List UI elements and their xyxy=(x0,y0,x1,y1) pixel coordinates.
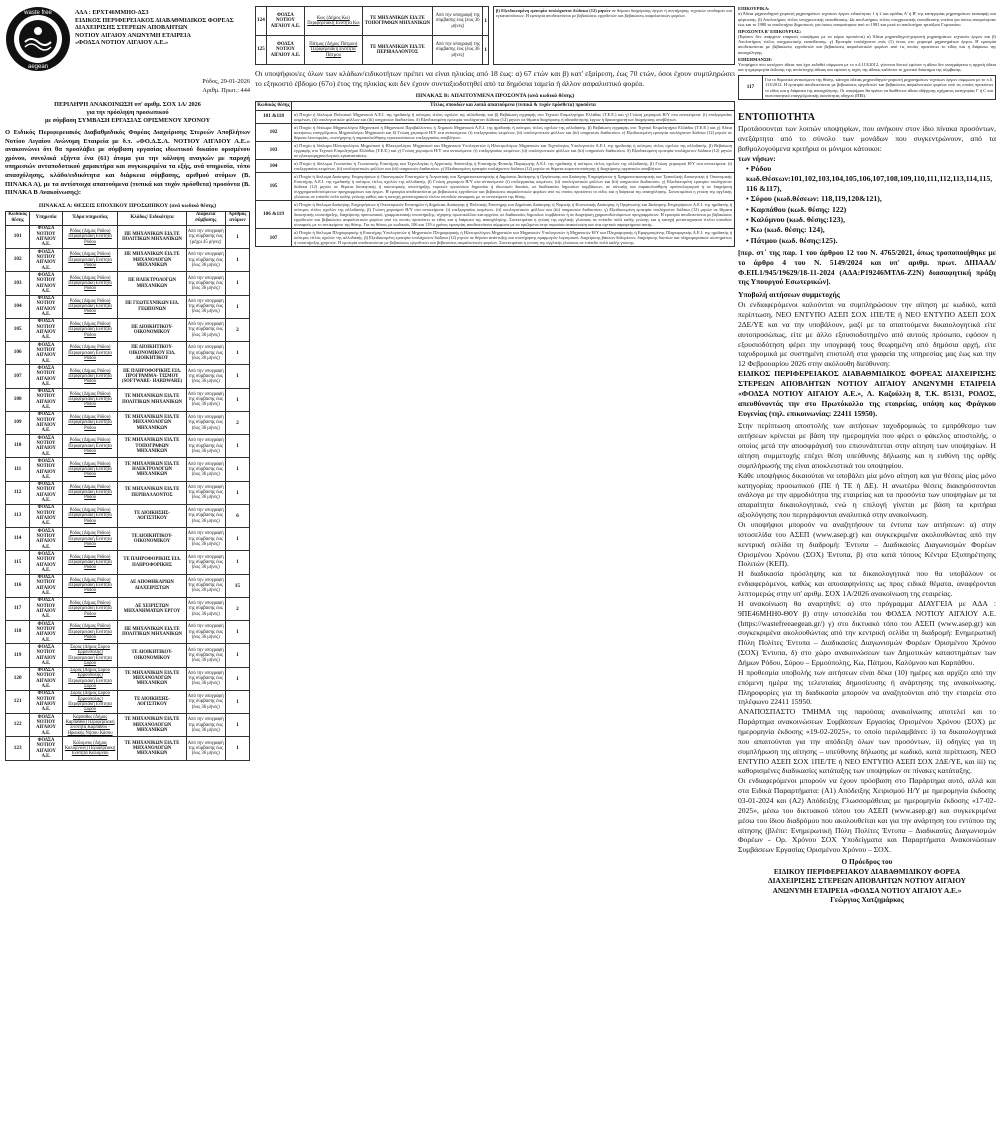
qualification-text: α) Πτυχίο ή δίπλωμα Πληροφορικής ή Επιστήμης Υπολογιστών ή Μηχανικών Πληροφορικής ή Ηλεκτρολόγων Μηχανικών και Μηχανικών Υπολογιστών ή Μηχανικών Η/Υ και Πληροφορικής ή Εφαρμοσμένης Πληροφορικής Α.Ε.Ι. της ημεδαπής ή ισότιμος τίτλος σχολών της αλλοδαπής. β) Εξειδικευμένη εμπειρία τουλάχιστον δώδεκα (12) μηνών σε θέματα ανάπτυξης και συντήρησης εφαρμογών λογισμικού, διαχείρισης βάσεων δεδομένων, διαχείρισης δικτύων και πληροφοριακών συστημάτων ή υποστήριξης χρηστών. Η εμπειρία αποδεικνύεται με βεβαιώσεις εργοδοτών και βεβαιώσεις ασφαλιστικών φορέων. Συνεκτιμάται η γνώση της αγγλικής γλώσσας σε επίπεδο πολύ καλής γνώσης. xyxy=(292,229,735,247)
header-org xyxy=(75,6,234,48)
cell-location: Σύρος (Δήμος Σύρου Ερμούπολης) Περιφερειακή Ενότητα Σύρου xyxy=(62,667,118,690)
qualification-text: α) Πτυχίο ή δίπλωμα Διοίκησης Επιχειρήσεων ή Οικονομικών Επιστημών ή Δημόσιας Διοίκησης ή Πολιτικής Επιστήμης και Δημόσιας Διοίκησης ή Νομικής ή Κοινωνικής Διοίκησης ή Οργάνωσης και Διοίκησης Επιχειρήσεων Α.Ε.Ι. της ημεδαπής ή ισότιμος τίτλος σχολών της αλλοδαπής. β) Γνώση χειρισμού Η/Υ στα αντικείμενα: (i) επεξεργασίας κειμένων, (ii) υπολογιστικών φύλλων και (iii) υπηρεσιών διαδικτύου. γ) Εξειδικευμένη εμπειρία τουλάχιστον δώδεκα (12) μηνών σε θέματα διοικητικής υποστήριξης, διαχείρισης προσωπικού, γραμματειακής υποστήριξης, τήρησης πρωτοκόλλου και αρχείου, σε διαδικασίες δημοσίων συμβάσεων ή σε διαχείριση χρηματοδοτούμενων προγραμμάτων. Η εμπειρία αποδεικνύεται με βεβαιώσεις εργοδοτών και βεβαιώσεις ασφαλιστικών φορέων από τις οποίες προκύπτει το είδος και η διάρκεια της απασχόλησης. Συνεκτιμάται η γνώση της αγγλικής γλώσσας σε επίπεδο πολύ καλής γνώσης και η κατοχή μεταπτυχιακού τίτλου σπουδών συναφούς με το αντικείμενο της θέσης. Για τις θέσεις με κωδικούς 106 και 119 ο χρόνος εμπειρίας αποδεικνύεται σύμφωνα με τα οριζόμενα στην παρούσα ανακοίνωση και στα σχετικά παραρτήματα αυτής. xyxy=(292,201,735,229)
cell-persons: 1 xyxy=(483,7,489,36)
cell-code: 109 xyxy=(6,411,30,434)
cell-persons: 1 xyxy=(225,528,249,551)
logo-top-text: waste free xyxy=(24,10,52,16)
cell-service: ΦΟΔΣΑ ΝΟΤΙΟΥ ΑΙΓΑΙΟΥ Α.Ε. xyxy=(30,644,62,667)
cell-duration: Από την υπογραφή της σύμβασης έως (έως 36 μήνες) xyxy=(186,574,225,597)
qualification-text: α) Πτυχίο ή δίπλωμα Ηλεκτρολόγου Μηχανικού ή Ηλεκτρολόγου Μηχανικού και Μηχανικού Υπολογιστών ή Ηλεκτρολόγων Μηχανικών και Τεχνολογίας Υπολογιστών Α.Ε.Ι. της ημεδαπής ή ισότιμος τίτλος σχολών της αλλοδαπής. β) Βεβαίωση εγγραφής στο Τεχνικό Επιμελητήριο Ελλάδας (Τ.Ε.Ε.) και γ) Γνώση χειρισμού Η/Υ στα αντικείμενα: (i) επεξεργασίας κειμένων, (ii) υπολογιστικών φύλλων και (iii) υπηρεσιών διαδικτύου. δ) Εξειδικευμένη εμπειρία τουλάχιστον δώδεκα (12) μηνών σε ηλεκτρομηχανολογικές εγκαταστάσεις. xyxy=(292,141,735,159)
cell-specialty: ΤΕ ΔΙΟΙΚΗΤΙΚΟΥ- ΟΙΚΟΝΟΜΙΚΟΥ xyxy=(118,528,186,551)
cell-code: 122 xyxy=(6,714,30,737)
signature-line-2: ΕΙΔΙΚΟΥ ΠΕΡΙΦΕΡΕΙΑΚΟΥ ΔΙΑΒΑΘΜΙΔΙΚΟΥ ΦΟΡΕΑ xyxy=(773,866,961,876)
table-a-col-2: Έδρα υπηρεσίας xyxy=(62,211,118,225)
cell-duration: Από την υπογραφή της σύμβασης έως (έως 36 μήνες) xyxy=(186,342,225,365)
cell-location: Σύρος (Δήμος Σύρου Ερμούπολης) Περιφερειακή Ενότητα Σύρου xyxy=(62,690,118,713)
qualification-text: β) Εξειδικευμένη εμπειρία τουλάχιστον δώδεκα (12) μηνών σε θέματα διαχείρισης έργων ή συντήρησης τεχνικών υποδομών και εγκαταστάσεων. Η εμπειρία αποδεικνύεται με βεβαιώσεις εργοδοτών και βεβαιώσεις ασφαλιστικών φορέων. xyxy=(494,7,735,65)
cell-duration: Από την υπογραφή της σύμβασης έως (έως 36 μήνες) xyxy=(186,249,225,272)
qualification-text: α) Πτυχίο ή δίπλωμα Πολιτικού Μηχανικού Α.Ε.Ι. της ημεδαπής ή ισότιμος τίτλος σχολών της αλλοδαπής και β) Βεβαίωση εγγραφής στο Τεχνικό Επιμελητήριο Ελλάδας (Τ.Ε.Ε.) και γ) Γνώση χειρισμού Η/Υ στα αντικείμενα: (i) επεξεργασίας κειμένων, (ii) υπολογιστικών φύλλων και (iii) υπηρεσιών διαδικτύου. δ) Εξειδικευμένη εμπειρία τουλάχιστον δώδεκα (12) μηνών σε θέματα διαχείρισης ή αδειοδότησης έργων ή δραστηριοτήτων διαχείρισης αποβλήτων. xyxy=(292,110,735,123)
cell-location: Ρόδος (Δήμος Ρόδου) Περιφερειακή Ενότητα Ρόδου xyxy=(62,272,118,295)
position-code: 106 &119 xyxy=(256,201,292,229)
island-item: • Κω (κωδ. θέσης: 124), xyxy=(746,225,825,235)
qualification-text: α) Πτυχίο ή δίπλωμα Διοίκησης Επιχειρήσεων ή Οικονομικών Επιστημών ή Λογιστικής και Χρηματοοικονομικής ή Δημόσιας Διοίκησης ή Οργάνωσης και Διοίκησης Επιχειρήσεων ή Χρηματοοικονομικής και Τραπεζικής Διοικητικής ή Οικονομικής Επιστήμης Α.Ε.Ι. της ημεδαπής ή ισότιμος τίτλος σχολών της αλλοδαπής. β) Γνώση χειρισμού Η/Υ στα αντικείμενα: (i) επεξεργασίας κειμένων, (ii) υπολογιστικών φύλλων και (iii) υπηρεσιών διαδικτύου. γ) Εξειδικευμένη εμπειρία τουλάχιστον δώδεκα (12) μηνών σε θέματα διοικητικής ή οικονομικής υποστήριξης νομικών προσώπων δημοσίου ή ιδιωτικού δικαίου, σε διαδικασίες δημοσίων συμβάσεων, σε σύνταξη και παρακολούθηση προϋπολογισμού ή σε διαχείριση συγχρηματοδοτούμενων προγραμμάτων και έργων. Η εμπειρία αποδεικνύεται με βεβαιώσεις εργοδοτών και βεβαιώσεις ασφαλιστικών φορέων από τις οποίες προκύπτει το είδος και η διάρκεια της απασχόλησης. Συνεκτιμάται η γνώση της αγγλικής γλώσσας σε επίπεδο πολύ καλής γνώσης καθώς και η κατοχή μεταπτυχιακού τίτλου σπουδών συναφούς με το αντικείμενο της θέσης. xyxy=(292,172,735,200)
table-row xyxy=(6,481,250,504)
table-row xyxy=(6,411,250,434)
cell-code: 120 xyxy=(6,667,30,690)
cell-location: Ρόδος (Δήμος Ρόδου) Περιφερειακή Ενότητα Ρόδου xyxy=(62,249,118,272)
cell-specialty: ΤΕ ΔΙΟΙΚΗΤΙΚΟΥ- ΟΙΚΟΝΟΜΙΚΟΥ xyxy=(118,644,186,667)
cell-specialty: ΠΕ ΔΙΟΙΚΗΤΙΚΟΥ- ΟΙΚΟΝΟΜΙΚΟΥ xyxy=(118,318,186,341)
cell-specialty: ΤΕ ΜΗΧΑΝΙΚΩΝ ΕΙΔ.ΤΕ ΤΟΠΟΓΡΑΦΩΝ ΜΗΧΑΝΙΚΩΝ xyxy=(118,435,186,458)
cell-location: Ρόδος (Δήμος Ρόδου) Περιφερειακή Ενότητα Ρόδου xyxy=(62,481,118,504)
cell-duration: Από την υπογραφή της σύμβασης έως (έως 36 μήνες) xyxy=(186,365,225,388)
position-code: 107 xyxy=(256,229,292,247)
b-epikouria-heading: ΠΡΟΣΟΝΤΑ Β' ΕΠΙΚΟΥΡΙΑΣ: xyxy=(738,28,802,34)
cell-duration: Από την υπογραφή της σύμβασης έως (έως 36 μήνες) xyxy=(186,551,225,574)
cell-specialty: ΤΕ ΔΙΟΙΚΗΣΗΣ- ΛΟΓΙΣΤΙΚΟΥ xyxy=(118,690,186,713)
left-column xyxy=(5,6,250,1141)
b-epikouria-text: (Εφόσον δεν υπάρχουν επαρκείς υποψήφιοι με τα κύρια προσόντα) α) Άδεια μηχανοδηγού-χειριστή μηχανημάτων τεχνικών έργων και β) Απολυτήριος τίτλος υποχρεωτικής εκπαίδευσης. γ) Εμπειρία τουλάχιστον ενός (1) έτους στο χειρισμό μηχανημάτων έργου. Η εμπειρία αποδεικνύεται με βεβαιώσεις εργοδοτών και βεβαιώσεις ασφαλιστικών φορέων από τις οποίες προκύπτει το είδος και η διάρκεια της απασχόλησης. xyxy=(738,34,996,55)
cell-persons: 1 xyxy=(225,388,249,411)
cell-persons: 1 xyxy=(225,458,249,481)
cell-code: 107 xyxy=(6,365,30,388)
cell-persons: 2 xyxy=(225,411,249,434)
cell-persons: 1 xyxy=(225,644,249,667)
cell-persons: 1 xyxy=(225,365,249,388)
cell-service: ΦΟΔΣΑ ΝΟΤΙΟΥ ΑΙΓΑΙΟΥ Α.Ε. xyxy=(30,574,62,597)
cell-location: Ρόδος (Δήμος Ρόδου) Περιφερειακή Ενότητα Ρόδου xyxy=(62,225,118,248)
cell-duration: Από την υπογραφή της σύμβασης έως (έως 36 μήνες) xyxy=(186,644,225,667)
cell-duration: Από την υπογραφή της σύμβασης έως (έως 36 μήνες) xyxy=(186,411,225,434)
table-row xyxy=(6,574,250,597)
submission-heading: Υποβολή αιτήσεων συμμετοχής xyxy=(738,290,840,300)
cell-service: ΦΟΔΣΑ ΝΟΤΙΟΥ ΑΙΓΑΙΟΥ Α.Ε. xyxy=(30,272,62,295)
cell-specialty: ΤΕ ΔΙΟΙΚΗΣΗΣ- ΛΟΓΙΣΤΙΚΟΥ xyxy=(118,504,186,527)
cell-specialty: ΤΕ ΜΗΧΑΝΙΚΩΝ ΕΙΔ.ΤΕ ΠΕΡΙΒΑΛΛΟΝΤΟΣ xyxy=(118,481,186,504)
entopiotita-heading: ΕΝΤΟΠΙΟΤΗΤΑ xyxy=(738,111,816,123)
cell-duration: Από την υπογραφή της σύμβασης έως (έως 36 μήνες) xyxy=(186,388,225,411)
cell-persons: 1 xyxy=(225,714,249,737)
cell-persons: 1 xyxy=(225,342,249,365)
position-code: 104 xyxy=(256,159,292,172)
table-a-col-3: Κλάδος/ Ειδικότητα xyxy=(118,211,186,225)
table-a-header xyxy=(6,211,250,225)
cell-duration: Από την υπογραφή της σύμβασης έως (έως 36 μήνες) xyxy=(186,272,225,295)
cell-location: Κάλυμνος (Δήμος Καλυμνίων) Περιφερειακή Ενότητα Καλύμνου xyxy=(62,737,118,760)
cell-duration: Από την υπογραφή της σύμβασης έως (έως 36 μήνες) xyxy=(433,7,483,36)
table-row xyxy=(6,342,250,365)
announcement-title xyxy=(5,101,250,125)
cell-duration: Από την υπογραφή της σύμβασης έως (έως 36 μήνες) xyxy=(186,737,225,760)
cell-persons: 1 xyxy=(225,737,249,760)
cell-service: ΦΟΔΣΑ ΝΟΤΙΟΥ ΑΙΓΑΙΟΥ Α.Ε. xyxy=(30,551,62,574)
position-text: Για το θεματικό αντικείμενο της θέσης, κάτοχοι άδειας μηχανοδηγού-χειριστή μηχανημάτων τεχνικών έργων σύμφωνα με το π.δ. 113/2012. Η εμπειρία αποδεικνύεται με βεβαιώσεις εργοδοτών και βεβαιώσεις ασφαλιστικών φορέων από τις οποίες προκύπτει το είδος και η διάρκεια της απασχόλησης. Οι υποψήφιοι θα πρέπει να διαθέτουν άδεια οδήγησης οχήματος κατηγορίας Γ ή C και πιστοποιητικό επαγγελματικής ικανότητας οδηγού (ΠΕΙ). xyxy=(765,77,993,98)
island-item: • Ρόδου xyxy=(746,163,772,173)
cell-service: ΦΟΔΣΑ ΝΟΤΙΟΥ ΑΙΓΑΙΟΥ Α.Ε. xyxy=(30,737,62,760)
title-line-1: ΠΕΡΙΛΗΨΗ ΑΝΑΚΟΙΝΩΣΗ υπ' αριθμ. ΣΟΧ 1Α/ 2026 xyxy=(54,101,201,108)
cell-service: ΦΟΔΣΑ ΝΟΤΙΟΥ ΑΙΓΑΙΟΥ Α.Ε. xyxy=(30,388,62,411)
table-b-right-top xyxy=(493,6,735,65)
cell-location: Ρόδος (Δήμος Ρόδου) Περιφερειακή Ενότητα Ρόδου xyxy=(62,388,118,411)
island-item: • Καρπάθου (κωδ. θέσης: 122) xyxy=(746,204,847,214)
cell-service: ΦΟΔΣΑ ΝΟΤΙΟΥ ΑΙΓΑΙΟΥ Α.Ε. xyxy=(30,435,62,458)
cell-location: Ρόδος (Δήμος Ρόδου) Περιφερειακή Ενότητα Ρόδου xyxy=(62,295,118,318)
cell-code: 105 xyxy=(6,318,30,341)
col-code: Κωδικός θέσης xyxy=(256,102,292,110)
epikouria-block xyxy=(738,6,996,72)
position-code: 101 &118 xyxy=(256,110,292,123)
right-column xyxy=(738,6,996,1141)
table-row xyxy=(6,597,250,620)
signatory-name: Γεώργιος Χατζημάρκος xyxy=(830,895,904,905)
table-row xyxy=(256,123,735,141)
cell-specialty: ΠΕ ΗΛΕΚΤΡΟΛΟΓΩΝ ΜΗΧΑΝΙΚΩΝ xyxy=(118,272,186,295)
cell-specialty: ΔΕ ΑΠΟΘΗΚΑΡΙΩΝ ΔΙΑΧΕΙΡΙΣΤΩΝ xyxy=(118,574,186,597)
cell-location: Ρόδος (Δήμος Ρόδου) Περιφερειακή Ενότητα Ρόδου xyxy=(62,435,118,458)
cell-persons: 1 xyxy=(483,36,489,65)
middle-column xyxy=(255,6,735,1141)
cell-code: 110 xyxy=(6,435,30,458)
island-item: • Πάτμου (κωδ. θέσης:125). xyxy=(746,235,838,245)
doc-date: Ρόδος, 29-01-2026 xyxy=(202,78,250,85)
entopiotita-text: Προτάσσονται των λοιπών υποψηφίων, που ανήκουν στον ίδιο πίνακα προσόντων, ανεξάρτητα από το σύνολο των μονάδων που συγκεντρώνουν, από τα βαθμολογούμενα κριτήρια οι μόνιμοι κάτοικοι: xyxy=(738,124,996,153)
cell-duration: Από την υπογραφή της σύμβασης έως (έως 36 μήνες) xyxy=(186,481,225,504)
header xyxy=(5,6,250,72)
cell-specialty: ΠΕ ΜΗΧΑΝΙΚΩΝ ΕΙΔ.ΤΕ ΠΟΛΙΤΙΚΩΝ ΜΗΧΑΝΙΚΩΝ xyxy=(118,225,186,248)
table-a-col-0: Κωδικός θέσης xyxy=(6,211,30,225)
cell-service: ΦΟΔΣΑ ΝΟΤΙΟΥ ΑΙΓΑΙΟΥ Α.Ε. xyxy=(266,36,304,65)
cell-code: 115 xyxy=(6,551,30,574)
org-line-1: ΕΙΔΙΚΟΣ ΠΕΡΙΦΕΡΕΙΑΚΟΣ ΔΙΑΒΑΘΜΙΔΙΚΟΣ ΦΟΡΕΑΣ xyxy=(75,17,234,24)
island-item: • Σύρου (κωδ.θέσεων: 118,119,120&121), xyxy=(746,194,882,204)
cell-location: Ρόδος (Δήμος Ρόδου) Περιφερειακή Ενότητα Ρόδου xyxy=(62,365,118,388)
table-row xyxy=(256,229,735,247)
note-text: Υποψήφιοι που κατέχουν άδεια που έχει εκδοθεί σύμφωνα με το π.δ.113/2012, γίνονται δεκτοί εφόσον η άδεια δεν αναγράφεται η αρχική άδεια και η ημερομηνία έκδοσης της αντίστοιχης άδειας και εφόσον η ισχύς της άδειας καλύπτει το χρονικό διάστημα της σύμβασης. xyxy=(738,62,996,73)
cell-code: 104 xyxy=(6,295,30,318)
cell-persons: 1 xyxy=(225,249,249,272)
postal-text: Στην περίπτωση αποστολής των αιτήσεων ταχυδρομικώς το εμπρόθεσμο των αιτήσεων κρίνεται με βάση την ημερομηνία που φέρει ο φάκελος αποστολής, ο οποίος μετά την αποσφράγισή του επισυνάπτεται στην αίτηση των υποψηφίων. Η αίτηση συμμετοχής επέχει θέση υπεύθυνης δήλωσης και η ευθύνη της ορθής συμπλήρωσής της είναι αποκλειστικά του υποψηφίου. xyxy=(738,421,996,470)
position-code: 102 xyxy=(256,123,292,141)
table-row xyxy=(6,458,250,481)
signature-line-4: ΑΝΩΝΥΜΗ ΕΤΑΙΡΕΙΑ «ΦΟΔΣΑ ΝΟΤΙΟΥ ΑΙΓΑΙΟΥ Α.Ε.» xyxy=(772,885,962,895)
table-row xyxy=(6,504,250,527)
cell-code: 118 xyxy=(6,621,30,644)
table-row xyxy=(494,7,735,65)
age-paragraph: Οι υποψήφιοι/ες όλων των κλάδων/ειδικοτήτων πρέπει να είναι ηλικίας από 18 έως: α) 67 ετών και β) κατ' εξαίρεση, έως 70 ετών, όσοι έχουν συμπληρώσει το εξηκοστό έβδομο (67ο) έτος της ηλικίας και δεν έχουν συνταξιοδοτηθεί από τα δημόσια ταμεία ή άλλον ασφαλιστικό φορέα. xyxy=(255,69,735,88)
table-row xyxy=(6,249,250,272)
cell-service: ΦΟΔΣΑ ΝΟΤΙΟΥ ΑΙΓΑΙΟΥ Α.Ε. xyxy=(30,225,62,248)
table-row xyxy=(256,36,489,65)
island-item: • Καλύμνου (κωδ. θέσης:123), xyxy=(746,214,846,224)
table-row xyxy=(6,528,250,551)
ada-line: ΑΔΑ : ΕΡΧΤ46ΜΜΗΟ-ΔΣ3 xyxy=(75,10,149,16)
cell-service: ΦΟΔΣΑ ΝΟΤΙΟΥ ΑΙΓΑΙΟΥ Α.Ε. xyxy=(30,249,62,272)
cell-persons: 1 xyxy=(225,272,249,295)
position-117-box xyxy=(738,75,996,100)
table-row xyxy=(6,551,250,574)
cell-location: Ρόδος (Δήμος Ρόδου) Περιφερειακή Ενότητα Ρόδου xyxy=(62,318,118,341)
position-code: 105 xyxy=(256,172,292,200)
logo-bottom-text: aegean xyxy=(27,64,49,70)
cell-specialty: ΔΕ ΧΕΙΡΙΣΤΩΝ ΜΗΧΑΝΗΜΑΤΩΝ ΕΡΓΟΥ xyxy=(118,597,186,620)
cell-specialty: ΤΕ ΜΗΧΑΝΙΚΩΝ ΕΙΔ.ΤΕ ΗΛΕΚΤΡΟΛΟΓΩΝ ΜΗΧΑΝΙΚΩΝ xyxy=(118,458,186,481)
table-row xyxy=(6,714,250,737)
forms-text: Οι υποψήφιοι μπορούν να αναζητήσουν τα έντυπα των αιτήσεων: α) στην ιστοσελίδα του ΑΣΕΠ (www.asep.gr) και συγκεκριμένα ακολουθώντας από την κεντρική σελίδα τη διαδρομή: Έντυπα – Διαδικασίες Διαγωνισμών Φορέων Ορισμένου Χρόνου (ΣΟΧ) Έντυπα, β) στα κατά τόπους Κέντρα Εξυπηρέτησης Πολιτών (ΚΕΠ). xyxy=(738,519,996,569)
islands-list xyxy=(738,164,996,246)
cell-service: ΦΟΔΣΑ ΝΟΤΙΟΥ ΑΙΓΑΙΟΥ Α.Ε. xyxy=(30,690,62,713)
cell-persons: 15 xyxy=(225,574,249,597)
table-b xyxy=(255,101,735,247)
cell-duration: Από την υπογραφή της σύμβασης έως (έως 36 μήνες) xyxy=(186,621,225,644)
cell-location: Ρόδος (Δήμος Ρόδου) Περιφερειακή Ενότητα Ρόδου xyxy=(62,342,118,365)
qualification-text: α) Πτυχίο ή δίπλωμα Γεωπονίας ή Γεωπονικής Επιστήμης και Τεχνολογίας ή Αγροτικής Ανάπτυξης ή Επιστήμης Φυτικής Παραγωγής Α.Ε.Ι. της ημεδαπής ή ισότιμος τίτλος σχολών της αλλοδαπής. β) Γνώση χειρισμού Η/Υ στα αντικείμενα: (i) επεξεργασίας κειμένων, (ii) υπολογιστικών φύλλων και (iii) υπηρεσιών διαδικτύου. γ) Εξειδικευμένη εμπειρία τουλάχιστον δώδεκα (12) μηνών σε θέματα κομποστοποίησης ή διαχείρισης οργανικών αποβλήτων. xyxy=(292,159,735,172)
table-row xyxy=(6,388,250,411)
cell-code: 114 xyxy=(6,528,30,551)
cell-code: 119 xyxy=(6,644,30,667)
cell-location: Ρόδος (Δήμος Ρόδου) Περιφερειακή Ενότητα Ρόδου xyxy=(62,458,118,481)
cell-code: 101 xyxy=(6,225,30,248)
waste-free-aegean-logo xyxy=(5,6,71,72)
cell-duration: Από την υπογραφή της σύμβασης έως (μέχρι 45 μήνες) xyxy=(186,225,225,248)
cell-service: ΦΟΔΣΑ ΝΟΤΙΟΥ ΑΙΓΑΙΟΥ Α.Ε. xyxy=(30,481,62,504)
cell-persons: 1 xyxy=(225,667,249,690)
table-row xyxy=(256,141,735,159)
cell-code: 102 xyxy=(6,249,30,272)
cell-specialty: ΠΕ ΜΗΧΑΝΙΚΩΝ ΕΙΔ.ΤΕ ΜΗΧΑΝΟΛΟΓΩΝ ΜΗΧΑΝΙΚΩΝ xyxy=(118,249,186,272)
cell-code: 103 xyxy=(6,272,30,295)
table-row xyxy=(6,295,250,318)
cell-code: 117 xyxy=(6,597,30,620)
cell-specialty: ΤΕ ΜΗΧΑΝΙΚΩΝ ΕΙΔ.ΤΕ ΜΗΧΑΝΟΛΟΓΩΝ ΜΗΧΑΝΙΚΩΝ xyxy=(118,737,186,760)
cell-location: Ρόδος (Δήμος Ρόδου) Περιφερειακή Ενότητα Ρόδου xyxy=(62,621,118,644)
cell-duration: Από την υπογραφή της σύμβασης έως (έως 36 μήνες) xyxy=(186,295,225,318)
one-application-text: Κάθε υποψήφιος δικαιούται να υποβάλει μία μόνο αίτηση και για θέσεις μίας μόνο κατηγορίας προσωπικού (ΠΕ ή ΤΕ ή ΔΕ). Η ανωτέρω θέσεις διακηρύσσονται ανάλογα με την αρμοδιότητα της εταιρείας και τα προσόντα των υποψηφίων με τα απαραίτητα δικαιολογητικά, ενώ η επιλογή γίνεται με βάση τα κριτήρια αξιολόγησης που περιγράφονται αναλυτικά στην ανακοίνωση. xyxy=(738,470,996,520)
cell-location: Ρόδος (Δήμος Ρόδου) Περιφερειακή Ενότητα Ρόδου xyxy=(62,551,118,574)
cell-code: 113 xyxy=(6,504,30,527)
islands-label: των νήσων: xyxy=(738,153,776,163)
table-row xyxy=(6,272,250,295)
table-b-caption: ΠΙΝΑΚΑΣ Β: ΑΠΑΙΤΟΥΜΕΝΑ ΠΡΟΣΟΝΤΑ (ανά κωδικό θέσης) xyxy=(415,93,575,100)
cell-service: ΦΟΔΣΑ ΝΟΤΙΟΥ ΑΙΓΑΙΟΥ Α.Ε. xyxy=(30,411,62,434)
extra-annex-text: Οι ενδιαφερόμενοι μπορούν να έχουν πρόσβαση στο Παράρτημα αυτό, αλλά και στα Ειδικά Παραρτήματα: (Α1) Απόδειξης Χειρισμού Η/Υ με ημερομηνία έκδοσης 03-01-2024 και (Α2) Απόδειξης Γλωσσομάθειας με ημερομηνία έκδοσης «17-02-2025», μέσω του δικτυακού τόπου του ΑΣΕΠ (www.asep.gr) και συγκεκριμένα μέσω του ίδιου διαδρόμου που ακολουθείται και για την ανάρτηση του εντύπου της αίτησης (βλέπε: Ενημερωτική Πύλη Πολίτες Έντυπα – Διαδικασίες Διαγωνισμών Φορέων - Ορ. Χρόνου ΣΟΧ Υποδείγματα και Παραρτήματα Ανακοινώσεων Συμβάσεων Εργασίας Ορισμένου Χρόνου – ΣΟΧ. xyxy=(738,776,996,855)
table-row xyxy=(256,159,735,172)
deadline-text: Η προθεσμία υποβολής των αιτήσεων είναι δέκα (10) ημέρες και αρχίζει από την επόμενη ημέρα της τελευταίας δημοσίευσης ή ανάρτησης της ανακοίνωσης. Πληροφορίες για τη διαδικασία μπορούν να αναζητούνται από την εταιρεία στο τηλέφωνο 22411 15950. xyxy=(738,667,996,707)
org-line-3: ΝΟΤΙΟΥ ΑΙΓΑΙΟΥ ΑΝΩΝΥΜΗ ΕΤΑΙΡΕΙΑ xyxy=(75,32,191,39)
cell-code: 121 xyxy=(6,690,30,713)
org-line-4: «ΦΟΔΣΑ ΝΟΤΙΟΥ ΑΙΓΑΙΟΥ Α.Ε.» xyxy=(75,40,169,47)
cell-code: 123 xyxy=(6,737,30,760)
qualification-text: α) Πτυχίο ή δίπλωμα Μηχανολόγου Μηχανικού ή Μηχανικού Περιβάλλοντος ή Χημικού Μηχανικού Α.Ε.Ι. της ημεδαπής ή ισότιμος τίτλος σχολών της αλλοδαπής. β) Βεβαίωση εγγραφής στο Τεχνικό Επιμελητήριο Ελλάδας (Τ.Ε.Ε.) και γ) Άδεια ασκήσεως επαγγέλματος Μηχανολόγου Μηχανικού και δ) Γνώση χειρισμού Η/Υ στα αντικείμενα: (i) επεξεργασίας κειμένων, (ii) υπολογιστικών φύλλων και (iii) υπηρεσιών διαδικτύου. ε) Εξειδικευμένη εμπειρία τουλάχιστον δώδεκα (12) μηνών σε θέματα λειτουργίας, συντήρησης ή παρακολούθησης εγκαταστάσεων επεξεργασίας αποβλήτων. xyxy=(292,123,735,141)
cell-code: 125 xyxy=(256,36,267,65)
cell-code: 106 xyxy=(6,342,30,365)
cell-persons: 1 xyxy=(225,481,249,504)
cell-specialty: ΤΕ ΜΗΧΑΝΙΚΩΝ ΕΙΔ.ΤΕ ΜΗΧΑΝΟΛΟΓΩΝ ΜΗΧΑΝΙΚΩΝ xyxy=(118,714,186,737)
cell-service: ΦΟΔΣΑ ΝΟΤΙΟΥ ΑΙΓΑΙΟΥ Α.Ε. xyxy=(30,597,62,620)
cell-specialty: ΤΕ ΜΗΧΑΝΙΚΩΝ ΕΙΔ.ΤΕ ΜΗΧΑΝΟΛΟΓΩΝ ΜΗΧΑΝΙΚΩΝ xyxy=(118,667,186,690)
cell-service: ΦΟΔΣΑ ΝΟΤΙΟΥ ΑΙΓΑΙΟΥ Α.Ε. xyxy=(30,365,62,388)
table-a-body xyxy=(6,225,250,760)
cell-code: 124 xyxy=(256,7,267,36)
cell-location: Κως (Δήμος Κω) Περιφερειακή Ενότητα Κω xyxy=(305,7,363,36)
epikouria-heading: ΕΠΙΚΟΥΡΙΚΑ: xyxy=(738,6,770,11)
table-row xyxy=(6,318,250,341)
cell-persons: 2 xyxy=(225,318,249,341)
cell-specialty: ΤΕ ΜΗΧΑΝΙΚΩΝ ΕΙΔ.ΤΕ ΤΟΠΟΓΡΑΦΩΝ ΜΗΧΑΝΙΚΩΝ xyxy=(362,7,433,36)
cell-persons: 1 xyxy=(225,551,249,574)
title-line-3: με σύμβαση ΣΥΜΒΑΣΗ ΕΡΓΑΣΙΑΣ ΟΡΙΣΜΕΝΟΥ ΧΡΟΝΟΥ xyxy=(44,117,211,125)
table-a xyxy=(5,211,250,761)
cell-code: 116 xyxy=(6,574,30,597)
announcement-body: Ο Ειδικός Περιφερειακός Διαβαθμιδικός Φορέας Διαχείρισης Στερεών Αποβλήτων Νοτίου Αιγαίου Ανώνυμη Εταιρεία με δ.τ. «ΦΟ.Δ.Σ.Α. ΝΟΤΙΟΥ ΑΙΓΑΙΟΥ Α.Ε.» ανακοινώνει ότι θα προσλάβει με σύμβαση εργασίας ιδιωτικού δικαίου ορισμένου χρόνου, συνολικά εξήντα ένα (61) άτομα για την κάλυψη αναγκών με παροχή υπηρεσιών ανταποδοτικού χαρακτήρα και συγκεκριμένα τα εξής, ανά υπηρεσία, τόπο απασχόλησης, κλάδο/ειδικότητα και διάρκεια σύμβασης, αριθμού ατόμων (Β. ΠΙΝΑΚΑ Α), με τα αντίστοιχα απαιτούμενα (τυπικά και τυχόν πρόσθετα) προσόντα (Β. ΠΙΝΑΚΑ Β Ανακοίνωσης): xyxy=(5,129,250,197)
cell-duration: Από την υπογραφή της σύμβασης έως (έως 36 μήνες) xyxy=(186,667,225,690)
org-line-2: ΔΙΑΧΕΙΡΙΣΗΣ ΣΤΕΡΕΩΝ ΑΠΟΒΛΗΤΩΝ xyxy=(75,25,188,32)
table-row xyxy=(256,7,489,36)
cell-location: Ρόδος (Δήμος Ρόδου) Περιφερειακή Ενότητα Ρόδου xyxy=(62,504,118,527)
table-row xyxy=(6,365,250,388)
annex-text: ΑΝΑΠΟΣΠΑΣΤΟ ΤΜΗΜΑ της παρούσας ανακοίνωσης αποτελεί και το Παράρτημα ανακοινώσεων Συμβάσεων Εργασίας Ορισμένου Χρόνου (ΣΟΧ) με ημερομηνία έκδοσης «19-02-2025», το οποίο περιλαμβάνει: i) τα δικαιολογητικά που απαιτούνται για την απόδειξη όλων των προσόντων, ii) οδηγίες για τη συμπλήρωση της αίτησης – υπεύθυνης δήλωσης με κωδικό, κατά περίπτωση, ΝΕΟ ΕΝΤΥΠΟ ΑΣΕΠ ΣΟΧ 1ΠΕ/ΤΕ ή ΝΕΟ ΕΝΤΥΠΟ ΑΣΕΠ ΣΟΧ 2ΔΕ/ΥΕ, και iii) τις καθορισμένες διαδικασίες κατάταξης των υποψηφίων σε πίνακες κατάταξης. xyxy=(738,707,996,776)
cell-duration: Από την υπογραφή της σύμβασης έως (έως 36 μήνες) xyxy=(186,597,225,620)
cell-code: 108 xyxy=(6,388,30,411)
cell-duration: Από την υπογραφή της σύμβασης έως (έως 36 μήνες) xyxy=(186,318,225,341)
signature-line-3: ΔΙΑΧΕΙΡΙΣΗΣ ΣΤΕΡΕΩΝ ΑΠΟΒΛΗΤΩΝ ΝΟΤΙΟΥ ΑΙΓΑΙΟΥ xyxy=(768,876,966,886)
cell-service: ΦΟΔΣΑ ΝΟΤΙΟΥ ΑΙΓΑΙΟΥ Α.Ε. xyxy=(30,667,62,690)
cell-specialty: ΤΕ ΜΗΧΑΝΙΚΩΝ ΕΙΔ.ΤΕ ΠΟΛΙΤΙΚΩΝ ΜΗΧΑΝΙΚΩΝ xyxy=(118,388,186,411)
header-meta xyxy=(5,78,250,95)
table-row xyxy=(6,690,250,713)
signature-block xyxy=(738,857,996,904)
cell-service: ΦΟΔΣΑ ΝΟΤΙΟΥ ΑΙΓΑΙΟΥ Α.Ε. xyxy=(30,295,62,318)
position-code: 117 xyxy=(739,76,763,99)
address-block: ΕΙΔΙΚΟΣ ΠΕΡΙΦΕΡΕΙΑΚΟΣ ΔΙΑΒΑΘΜΙΔΙΚΟΣ ΦΟΡΕΑΣ ΔΙΑΧΕΙΡΙΣΗΣ ΣΤΕΡΕΩΝ ΑΠΟΒΛΗΤΩΝ ΝΟΤΙΟΥ ΑΙΓΑΙΟΥ ΑΝΩΝΥΜΗ ΕΤΑΙΡΕΙΑ «ΦΟΔΣΑ ΝΟΤΙΟΥ ΑΙΓΑΙΟΥ Α.Ε.», Λ. Καζούλλη 8, Τ.Κ. 85131, ΡΟΔΟΣ, απευθύνοντάς την στο Πρωτόκολλο της εταιρείας, υπόψη κας Φράγκου Ευγενίας (τηλ. επικοινωνίας: 22411 15950). xyxy=(738,369,996,418)
cell-service: ΦΟΔΣΑ ΝΟΤΙΟΥ ΑΙΓΑΙΟΥ Α.Ε. xyxy=(30,504,62,527)
posting-text: Η ανακοίνωση θα αναρτηθεί: α) στο πρόγραμμα ΔΙΑΥΓΕΙΑ με ΑΔΑ : 9ΠΕ46ΜΗΗ0-Θ0Υ β) στην ιστοσελίδα του ΦΟΔΣΑ ΝΟΤΙΟΥ ΑΙΓΑΙΟΥ Α.Ε. (https://wastefreeaegean.gr/) γ) στο δικτυακό τόπο του ΑΣΕΠ (www.asep.gr) και συγκεκριμένα ακολουθώντας από την κεντρική σελίδα τη διαδρομή: Ενημερωτική Πύλη Πολίτες Έντυπα – Διαδικασίες Διαγωνισμών Φορέων Ορισμένου Χρόνου (ΣΟΧ) Έντυπα, δ) στο χώρο ανακοινώσεων των Δημοτικών καταστημάτων των Δήμων Ρόδου, Σύρου – Ερμούπολης, Κω, Πάτμου, Καλύμνου και Καρπάθου. xyxy=(738,598,996,668)
epikouria-text: α) Άδεια μηχανοδηγού-χειριστή μηχανημάτων τεχνικών έργων ειδικότητας 1 ή 2 και ομάδας Α' ή Β' της κατηγορίας μηχανημάτων εκσκαφής και φόρτωσης. β) Απολυτήριος τίτλος υποχρεωτικής εκπαίδευσης. Ως απολυτήριος τίτλος υποχρεωτικής εκπαίδευσης νοείται για όσους αποφοίτησαν έως και το 1980 το απολυτήριο Δημοτικού, για όσους αποφοίτησαν από το 1981 και μετά το απολυτήριο τριτάξιου Γυμνασίου. xyxy=(738,11,996,27)
island-item: κωδ.Θέσεων:101,102,103,104,105,106,107,108,109,110,111,112,113,114,115, 116 &117), xyxy=(746,173,993,194)
cell-duration: Από την υπογραφή της σύμβασης έως (έως 36 μήνες) xyxy=(433,36,483,65)
cell-persons: 1 xyxy=(225,435,249,458)
table-row xyxy=(6,435,250,458)
cell-location: Σύρος (Δήμος Σύρου Ερμούπολης) Περιφερειακή Ενότητα Σύρου xyxy=(62,644,118,667)
submission-text: Οι ενδιαφερόμενοι καλούνται να συμπληρώσουν την αίτηση με κωδικό, κατά περίπτωση, ΝΕΟ ΕΝΤΥΠΟ ΑΣΕΠ ΣΟΧ 1ΠΕ/ΤΕ ή ΝΕΟ ΕΝΤΥΠΟ ΑΣΕΠ ΣΟΧ 2ΔΕ/ΥΕ και να την υποβάλουν, μαζί με τα απαιτούμενα δικαιολογητικά είτε αυτοπροσώπως, είτε με άλλο εξουσιοδοτημένο από αυτούς πρόσωπο, εφόσον η εξουσιοδότηση φέρει την υπογραφή τους θεωρημένη από δημόσια αρχή, είτε ταχυδρομικά με συστημένη επιστολή στα γραφεία της υπηρεσίας μας έως και την 12 Φεβρουαρίου 2026 στην ακόλουθη διεύθυνση: xyxy=(738,300,996,369)
note-heading: ΕΠΙΣΗΜΑΝΣΗ: xyxy=(738,56,773,62)
cell-code: 111 xyxy=(6,458,30,481)
cell-duration: Από την υπογραφή της σύμβασης έως (έως 36 μήνες) xyxy=(186,458,225,481)
cell-duration: Από την υπογραφή της σύμβασης έως (έως 36 μήνες) xyxy=(186,504,225,527)
cell-location: Κάρπαθος (Δήμος Καρπάθου) Περιφερειακή Ενότητα Καρπάθου - Ηρωικής Νήσου Κάσου xyxy=(62,714,118,737)
table-a-col-4: Διάρκεια σύμβασης xyxy=(186,211,225,225)
cell-specialty: ΠΕ ΠΛΗΡΟΦΟΡΙΚΗΣ ΕΙΔ. ΠΡΟΓΡΑΜΜΑ- ΤΙΣΜΟΥ (SOFTWARE- HARDWARE) xyxy=(118,365,186,388)
cell-service: ΦΟΔΣΑ ΝΟΤΙΟΥ ΑΙΓΑΙΟΥ Α.Ε. xyxy=(30,318,62,341)
doc-protocol: Αριθμ. Πρωτ.: 444 xyxy=(202,86,250,94)
cell-duration: Από την υπογραφή της σύμβασης έως (έως 36 μήνες) xyxy=(186,528,225,551)
cell-location: Ρόδος (Δήμος Ρόδου) Περιφερειακή Ενότητα Ρόδου xyxy=(62,528,118,551)
cell-service: ΦΟΔΣΑ ΝΟΤΙΟΥ ΑΙΓΑΙΟΥ Α.Ε. xyxy=(30,528,62,551)
cell-service: ΦΟΔΣΑ ΝΟΤΙΟΥ ΑΙΓΑΙΟΥ Α.Ε. xyxy=(266,7,304,36)
title-line-2: για την πρόσληψη προσωπικού xyxy=(86,109,169,117)
table-row xyxy=(6,621,250,644)
cell-specialty: ΤΕ ΜΗΧΑΝΙΚΩΝ ΕΙΔ.ΤΕ ΠΕΡΙΒΑΛΛΟΝΤΟΣ xyxy=(362,36,433,65)
cell-service: ΦΟΔΣΑ ΝΟΤΙΟΥ ΑΙΓΑΙΟΥ Α.Ε. xyxy=(30,621,62,644)
cell-location: Ρόδος (Δήμος Ρόδου) Περιφερειακή Ενότητα Ρόδου xyxy=(62,574,118,597)
cell-persons: 6 xyxy=(225,504,249,527)
cell-specialty: ΠΕ ΜΗΧΑΝΙΚΩΝ ΕΙΔ.ΤΕ ΠΟΛΙΤΙΚΩΝ ΜΗΧΑΝΙΚΩΝ xyxy=(118,621,186,644)
cell-specialty: ΤΕ ΜΗΧΑΝΙΚΩΝ ΕΙΔ.ΤΕ ΜΗΧΑΝΟΛΟΓΩΝ ΜΗΧΑΝΙΚΩΝ xyxy=(118,411,186,434)
cell-persons: 2 xyxy=(225,597,249,620)
table-a-caption: ΠΙΝΑΚΑΣ Α: ΘΕΣΕΙΣ ΕΠΟΧΙΚΟΥ ΠΡΟΣΩΠΙΚΟΥ (ανά κωδικό θέσης) xyxy=(38,202,217,209)
table-row xyxy=(6,644,250,667)
cell-location: Πάτμος (Δήμος Πάτμου) Περιφερειακή Ενότητα Πάτμου xyxy=(305,36,363,65)
table-a-col-5: Αριθμός ατόμων xyxy=(225,211,249,225)
table-row xyxy=(6,667,250,690)
cell-persons: 1 xyxy=(225,295,249,318)
table-a-continued xyxy=(255,6,489,65)
cell-duration: Από την υπογραφή της σύμβασης έως (έως 36 μήνες) xyxy=(186,690,225,713)
cell-specialty: ΠΕ ΓΕΩΤΕΧΝΙΚΩΝ ΕΙΔ. ΓΕΩΠΟΝΩΝ xyxy=(118,295,186,318)
cell-duration: Από την υπογραφή της σύμβασης έως (έως 36 μήνες) xyxy=(186,714,225,737)
cell-persons: 1 xyxy=(225,690,249,713)
table-row xyxy=(256,110,735,123)
procedure-text: Η διαδικασία πρόσληψης και τα δικαιολογητικά που θα υποβάλουν οι ενδιαφερόμενοι, καθώς και αποσαφηνίσεις ως προς ειδικά θέματα, αναφέρονται λεπτομερώς στην υπ' αριθμ. ΣΟΧ 1Α/2026 ανακοίνωση της εταιρείας. xyxy=(738,569,996,598)
position-code: 103 xyxy=(256,141,292,159)
cell-service: ΦΟΔΣΑ ΝΟΤΙΟΥ ΑΙΓΑΙΟΥ Α.Ε. xyxy=(30,714,62,737)
table-row xyxy=(6,737,250,760)
cell-specialty: ΤΕ ΠΛΗΡΟΦΟΡΙΚΗΣ ΕΙΔ. ΠΛΗΡΟΦΟΡΙΚΗΣ xyxy=(118,551,186,574)
law-reference: [περ. στ΄ της παρ. 1 του άρθρου 12 του Ν. 4765/2021, όπως τροποποιήθηκε με το άρθρο 4 του Ν. 5149/2024 και υπ' αριθμ. πρωτ. ΔΙΠΑΑΔ/Φ.ΕΠ.1/945/19629/18-11-2024 (ΑΔΑ:Ρ19246ΜΤΛ6-Ζ2Ν) διασαφητική πράξη της Υπουργού Εσωτερικών]. xyxy=(738,247,996,287)
cell-persons: 1 xyxy=(225,225,249,248)
signature-line-1: Ο Πρόεδρος του xyxy=(841,857,893,867)
cell-location: Ρόδος (Δήμος Ρόδου) Περιφερειακή Ενότητα Ρόδου xyxy=(62,411,118,434)
cell-service: ΦΟΔΣΑ ΝΟΤΙΟΥ ΑΙΓΑΙΟΥ Α.Ε. xyxy=(30,342,62,365)
cell-service: ΦΟΔΣΑ ΝΟΤΙΟΥ ΑΙΓΑΙΟΥ Α.Ε. xyxy=(30,458,62,481)
cell-specialty: ΠΕ ΔΙΟΙΚΗΤΙΚΟΥ- ΟΙΚΟΝΟΜΙΚΟΥ ΕΙΔ. ΔΙΟΙΚΗΤΙΚΟΥ xyxy=(118,342,186,365)
table-row xyxy=(6,225,250,248)
cell-persons: 1 xyxy=(225,621,249,644)
cell-location: Ρόδος (Δήμος Ρόδου) Περιφερειακή Ενότητα Ρόδου xyxy=(62,597,118,620)
cell-code: 112 xyxy=(6,481,30,504)
table-row xyxy=(256,172,735,200)
table-row xyxy=(256,201,735,229)
table-a-col-1: Υπηρεσία xyxy=(30,211,62,225)
col-qualifications: Τίτλος σπουδών και λοιπά απαιτούμενα (τυπικά & τυχόν πρόσθετα) προσόντα xyxy=(292,102,735,110)
cell-duration: Από την υπογραφή της σύμβασης έως (έως 36 μήνες) xyxy=(186,435,225,458)
